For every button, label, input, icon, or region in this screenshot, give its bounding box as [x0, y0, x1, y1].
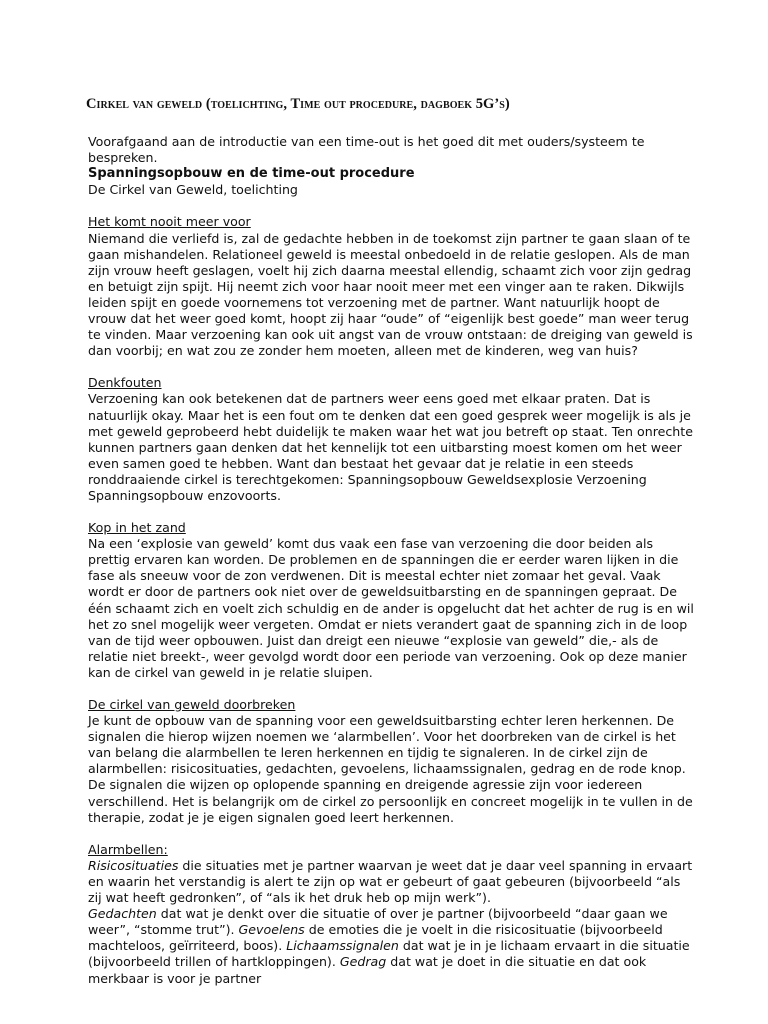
section-heading: De cirkel van geweld doorbreken [88, 697, 296, 712]
behavior-text: dat wat je doet in die situatie en dat ook merkbaar is voor je partner [88, 954, 647, 986]
section-text: Na een ‘explosie van geweld’ komt dus vaak een fase van verzoening die door beiden als prettig ervaren kan worden. De problemen en de spanningen die er eerder waren lijken in die fase als sneeuw voor de zon verdwenen. Dit is meestal echter niet zomaar het geval. Vaak wordt er door de partners ook niet over de geweldsuitbarsting en de spanningen gepraat. De één schaamt zich en voelt zich schuldig en de ander is opgelucht dat het achter de rug is en wil het zo snel mogelijk weer vergeten. Omdat er niets verandert gaat de spanning zich in de loop van de tijd weer opbouwen. Juist dan dreigt een nieuwe “explosie van geweld” die,- als de relatie niet breekt-, weer gevolgd wordt door een periode van verzoening. Ook op deze manier kan de cirkel van geweld in je relatie sluipen. [88, 536, 694, 680]
intro-subheading: Spanningsopbouw en de time-out procedure [88, 166, 415, 182]
intro-line: Voorafgaand aan de introductie van een time-out is het goed dit met ouders/systeem te bespreken. [88, 134, 645, 166]
thoughts-text: dat wat je denkt over die situatie of over je partner (bijvoorbeeld “daar gaan we weer”, “stomme trut”). [88, 906, 668, 938]
section-alarmbellen [88, 842, 696, 987]
section-het-komt-nooit-meer-voor [88, 214, 696, 359]
section-denkfouten [88, 375, 696, 504]
section-kop-in-het-zand [88, 520, 696, 681]
section-text: Verzoening kan ook betekenen dat de partners weer eens goed met elkaar praten. Dat is natuurlijk okay. Maar het is een fout om te denken dat een goed gesprek weer mogelijk is als je met geweld geprobeerd hebt duidelijk te maken waar het wat jou betreft op staat. Ten onrechte kunnen partners gaan denken dat het kennelijk tot een uitbarsting moest komen om het weer even samen goed te hebben. Want dan bestaat het gevaar dat je relatie in een steeds ronddraaiende cirkel is terechtgekomen: Spanningsopbouw Geweldsexplosie Verzoening Spanningsopbouw enzovoorts. [88, 391, 693, 503]
term-gedachten: Gedachten [88, 906, 157, 922]
term-risicosituaties: Risicosituaties [88, 857, 179, 873]
body-text: dat wat je in je lichaam ervaart in die situatie (bijvoorbeeld trillen of hartkloppingen). [88, 938, 690, 970]
alarm-risk-paragraph [88, 858, 696, 906]
intro-subtitle: De Cirkel van Geweld, toelichting [88, 182, 298, 198]
section-heading: Denkfouten [88, 375, 162, 391]
document-page [88, 96, 696, 987]
section-heading: Kop in het zand [88, 520, 186, 536]
term-lichaamssignalen: Lichaamssignalen [286, 938, 399, 954]
document-title: Cirkel van geweld (toelichting, Time out procedure, dagboek 5G’s) [86, 96, 510, 112]
risk-text: die situaties met je partner waarvan je weet dat je daar veel spanning in ervaart en waarin het verstandig is alert te zijn op wat er gebeurt of gaat gebeuren (bijvoorbeeld “als zij wat heeft gedronken”, of “als ik het druk heb op mijn werk”). [88, 857, 693, 906]
term-gevoelens: Gevoelens [238, 922, 305, 938]
section-text: Niemand die verliefd is, zal de gedachte hebben in de toekomst zijn partner te gaan slaan of te gaan mishandelen. Relationeel geweld is meestal onbedoeld in de relatie geslopen. Als de man zijn vrouw heeft geslagen, voelt hij zich daarna meestal ellendig, schaamt zich voor zijn gedrag en betuigt zijn spijt. Hij neemt zich voor haar nooit meer met een vinger aan te raken. Dikwijls leiden spijt en goede voornemens tot verzoening met de partner. Want natuurlijk hoopt de vrouw dat het weer goed komt, hoopt zij haar “oude” of “eigenlijk best goede” man weer terug te vinden. Maar verzoening kan ook uit angst van de vrouw ontstaan: de dreiging van geweld is dan voorbij; en wat zou ze zonder hem moeten, alleen met de kinderen, weg van huis? [88, 230, 693, 359]
alarm-signals-paragraph [88, 906, 696, 986]
section-text: Je kunt de opbouw van de spanning voor een geweldsuitbarsting echter leren herkennen. De signalen die hierop wijzen noemen we ‘alarmbellen’. Voor het doorbreken van de cirkel is het van belang die alarmbellen te leren herkennen en tijdig te signaleren. In de cirkel zijn de alarmbellen: risicosituaties, gedachten, gevoelens, lichaamssignalen, gedrag en de rode knop. De signalen die wijzen op oplopende spanning en dreigende agressie zijn voor iedereen verschillend. Het is belangrijk om de cirkel zo persoonlijk en concreet mogelijk in te vullen in de therapie, zodat je je eigen signalen goed leert herkennen. [88, 713, 693, 825]
section-heading: Het komt nooit meer voor [88, 214, 251, 230]
feelings-text: de emoties die je voelt in die risicosituatie (bijvoorbeeld machteloos, geïrriteerd, boos). [88, 922, 663, 954]
term-gedrag: Gedrag [339, 954, 387, 970]
section-cirkel-doorbreken [88, 697, 696, 826]
section-heading: Alarmbellen: [88, 841, 168, 857]
